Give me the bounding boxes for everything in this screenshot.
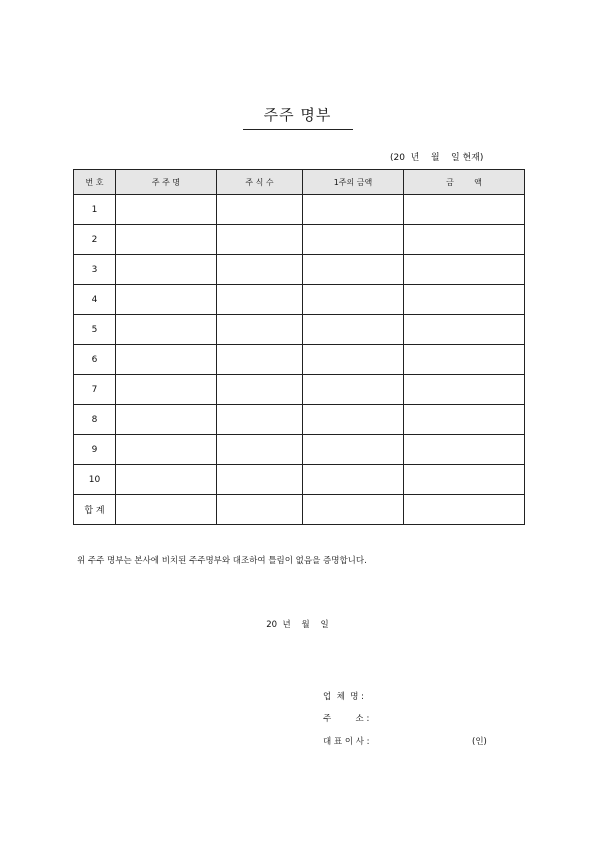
- table-row: [74, 405, 525, 435]
- table-row: [74, 465, 525, 495]
- table-row: [74, 225, 525, 255]
- table-row: [74, 285, 525, 315]
- signing-date: 20 년 월 일: [266, 620, 329, 630]
- share-count-cell[interactable]: [217, 405, 303, 435]
- amount-cell[interactable]: [404, 225, 525, 255]
- total-share-count-cell[interactable]: [217, 495, 303, 525]
- header-number: 번 호: [74, 170, 116, 195]
- amount-cell[interactable]: [404, 405, 525, 435]
- amount-cell[interactable]: [404, 255, 525, 285]
- row-number: 2: [74, 225, 116, 255]
- par-value-cell[interactable]: [303, 225, 404, 255]
- shareholder-register-table: [73, 169, 525, 525]
- document-title: 주주 명부: [263, 106, 332, 124]
- header-share-count: 주 식 수: [217, 170, 303, 195]
- share-count-cell[interactable]: [217, 195, 303, 225]
- table-row: [74, 255, 525, 285]
- shareholder-name-cell[interactable]: [116, 285, 217, 315]
- par-value-cell[interactable]: [303, 345, 404, 375]
- share-count-cell[interactable]: [217, 225, 303, 255]
- table-row: [74, 345, 525, 375]
- certification-statement: 위 주주 명부는 본사에 비치된 주주명부와 대조하여 틀림이 없음을 증명합니다.: [77, 556, 367, 566]
- row-number: 3: [74, 255, 116, 285]
- amount-cell[interactable]: [404, 435, 525, 465]
- par-value-cell[interactable]: [303, 435, 404, 465]
- amount-cell[interactable]: [404, 285, 525, 315]
- header-amount: 금 액: [404, 170, 525, 195]
- company-name-label: 업 체 명 :: [323, 692, 365, 702]
- share-count-cell[interactable]: [217, 285, 303, 315]
- share-count-cell[interactable]: [217, 315, 303, 345]
- shareholder-name-cell[interactable]: [116, 225, 217, 255]
- title-underline: [243, 129, 353, 130]
- table-row: [74, 315, 525, 345]
- amount-cell[interactable]: [404, 375, 525, 405]
- shareholder-name-cell[interactable]: [116, 405, 217, 435]
- table-row: [74, 375, 525, 405]
- row-number: 7: [74, 375, 116, 405]
- total-par-value-cell[interactable]: [303, 495, 404, 525]
- share-count-cell[interactable]: [217, 435, 303, 465]
- share-count-cell[interactable]: [217, 345, 303, 375]
- par-value-cell[interactable]: [303, 195, 404, 225]
- shareholder-name-cell[interactable]: [116, 435, 217, 465]
- row-number: 6: [74, 345, 116, 375]
- row-number: 4: [74, 285, 116, 315]
- par-value-cell[interactable]: [303, 255, 404, 285]
- par-value-cell[interactable]: [303, 465, 404, 495]
- seal-mark: (인): [472, 737, 487, 747]
- representative-label: 대 표 이 사 :: [323, 737, 370, 747]
- par-value-cell[interactable]: [303, 375, 404, 405]
- total-amount-cell[interactable]: [404, 495, 525, 525]
- row-number: 5: [74, 315, 116, 345]
- header-par-value: 1주의 금액: [303, 170, 404, 195]
- row-number: 9: [74, 435, 116, 465]
- row-number: 10: [74, 465, 116, 495]
- table-header-row: [74, 170, 525, 195]
- table-row: [74, 195, 525, 225]
- row-number: 1: [74, 195, 116, 225]
- shareholder-name-cell[interactable]: [116, 195, 217, 225]
- table-row: [74, 435, 525, 465]
- address-label: 주 소 :: [323, 714, 370, 724]
- share-count-cell[interactable]: [217, 375, 303, 405]
- share-count-cell[interactable]: [217, 465, 303, 495]
- share-count-cell[interactable]: [217, 255, 303, 285]
- amount-cell[interactable]: [404, 345, 525, 375]
- shareholder-name-cell[interactable]: [116, 315, 217, 345]
- shareholder-name-cell[interactable]: [116, 345, 217, 375]
- shareholder-name-cell[interactable]: [116, 255, 217, 285]
- total-name-cell[interactable]: [116, 495, 217, 525]
- par-value-cell[interactable]: [303, 285, 404, 315]
- header-shareholder-name: 주 주 명: [116, 170, 217, 195]
- amount-cell[interactable]: [404, 315, 525, 345]
- as-of-date: (20 년 월 일 현재): [390, 153, 484, 163]
- total-row: [74, 495, 525, 525]
- shareholder-name-cell[interactable]: [116, 465, 217, 495]
- total-label: 합 계: [74, 495, 116, 525]
- row-number: 8: [74, 405, 116, 435]
- par-value-cell[interactable]: [303, 315, 404, 345]
- shareholder-name-cell[interactable]: [116, 375, 217, 405]
- amount-cell[interactable]: [404, 465, 525, 495]
- par-value-cell[interactable]: [303, 405, 404, 435]
- amount-cell[interactable]: [404, 195, 525, 225]
